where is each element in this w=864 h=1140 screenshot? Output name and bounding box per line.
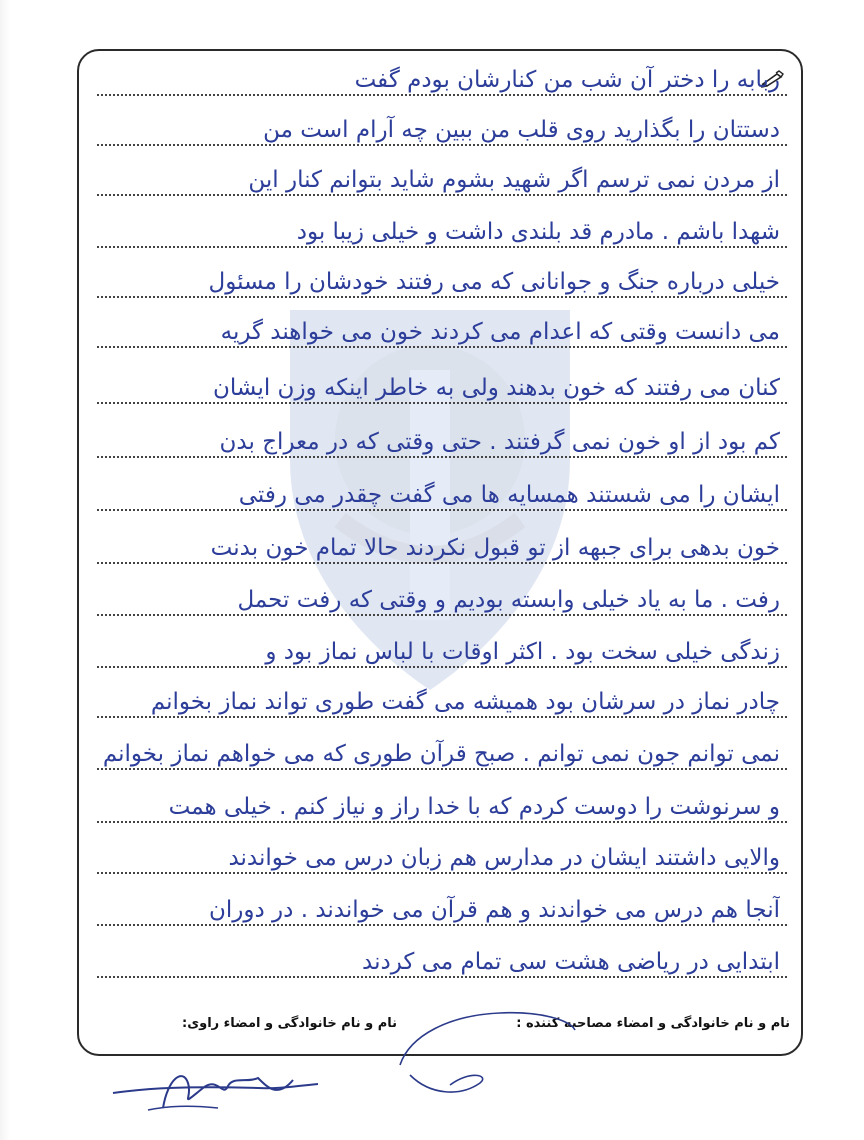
dotted-writing-line — [97, 144, 787, 146]
dotted-writing-line — [97, 194, 787, 196]
handwritten-line: از مردن نمی ترسم اگر شهید بشوم شاید بتوانم کنار این — [248, 167, 780, 193]
dotted-writing-line — [97, 509, 787, 511]
handwritten-line: دستتان را بگذارید روی قلب من ببین چه آرام است من — [263, 117, 780, 143]
handwritten-line: آنجا هم درس می خواندند و هم قرآن می خواندند . در دوران — [208, 897, 780, 923]
handwritten-line: والایی داشتند ایشان در مدارس هم زبان درس می خواندند — [228, 845, 780, 871]
dotted-writing-line — [97, 716, 787, 718]
handwritten-line: کنان می رفتند که خون بدهند ولی به خاطر اینکه وزن ایشان — [213, 375, 780, 401]
dotted-writing-line — [97, 768, 787, 770]
handwritten-line: و سرنوشت را دوست کردم که با خدا راز و نیاز کنم . خیلی همت — [168, 794, 780, 820]
narrator-signature-label: نام و نام خانوادگی و امضاء راوی: — [182, 1016, 397, 1031]
dotted-writing-line — [97, 924, 787, 926]
dotted-writing-line — [97, 402, 787, 404]
dotted-writing-line — [97, 246, 787, 248]
signature — [108, 1058, 328, 1118]
dotted-writing-line — [97, 94, 787, 96]
handwritten-line: رفت . ما به یاد خیلی وابسته بودیم و وقتی که رفت تحمل — [237, 587, 780, 613]
interviewer-signature-label: نام و نام خانوادگی و امضاء مصاحبه کننده : — [516, 1016, 790, 1031]
handwritten-line: چادر نماز در سرشان بود همیشه می گفت طوری تواند نماز بخوانم — [150, 689, 780, 715]
dotted-writing-line — [97, 296, 787, 298]
interviewer-signature — [390, 1005, 590, 1100]
handwritten-line: می دانست وقتی که اعدام می کردند خون می خواهند گریه — [220, 319, 780, 345]
dotted-writing-line — [97, 821, 787, 823]
dotted-writing-line — [97, 976, 787, 978]
handwritten-line: ابتدایی در ریاضی هشت سی تمام می کردند — [362, 949, 780, 975]
dotted-writing-line — [97, 614, 787, 616]
dotted-writing-line — [97, 872, 787, 874]
dotted-writing-line — [97, 666, 787, 668]
handwritten-line: نمی توانم جون نمی توانم . صبح قرآن طوری که می خواهم نماز بخوانم — [102, 741, 780, 767]
handwritten-line: خون بدهی برای جبهه از تو قبول نکردند حالا تمام خون بدنت — [210, 535, 780, 561]
handwritten-line: شهدا باشم . مادرم قد بلندی داشت و خیلی زیبا بود — [296, 219, 780, 245]
dotted-writing-line — [97, 562, 787, 564]
handwritten-line: زندگی خیلی سخت بود . اکثر اوقات با لباس نماز بود و — [265, 639, 780, 665]
handwritten-line: کم بود از او خون نمی گرفتند . حتی وقتی که در معراج بدن — [219, 429, 780, 455]
dotted-writing-line — [97, 456, 787, 458]
dotted-writing-line — [97, 346, 787, 348]
handwritten-line: ربابه را دختر آن شب من کنارشان بودم گفت — [354, 67, 780, 93]
handwritten-line: ایشان را می شستند همسایه ها می گفت چقدر می رفتی — [238, 482, 780, 508]
handwritten-line: خیلی درباره جنگ و جوانانی که می رفتند خودشان را مسئول — [208, 269, 780, 295]
